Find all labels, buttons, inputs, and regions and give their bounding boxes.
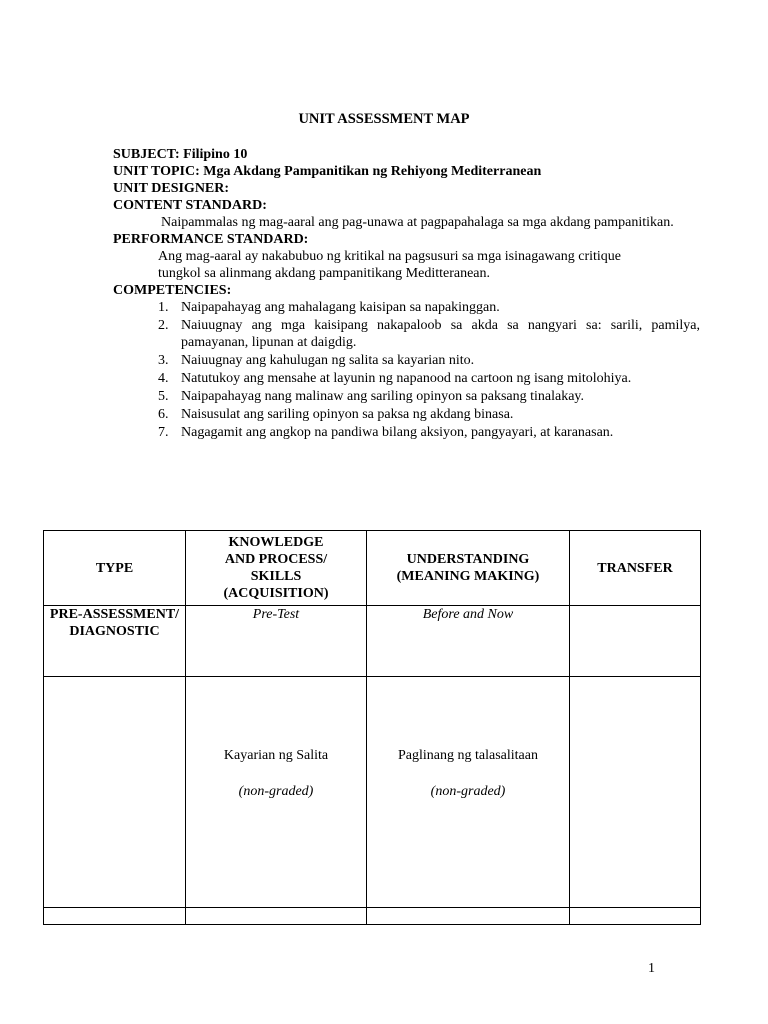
document-title: UNIT ASSESSMENT MAP (298, 111, 470, 127)
row2-knowledge-cell (186, 677, 367, 908)
competency-item: 5. Naipapahayag nang malinaw ang sariling opinyon sa paksang tinalakay. (158, 389, 585, 404)
unit-designer-line: UNIT DESIGNER: (113, 181, 230, 196)
assessment-map-table (43, 530, 701, 925)
competency-item: 2. Naiuugnay ang mga kaisipang nakapaloob sa akda sa nangyari sa: sarili, pamilya, pamayanan, lipunan at daigdig. (158, 318, 700, 350)
understanding-activity-title: Paglinang ng talasalitaan (398, 748, 538, 763)
competencies-list (158, 299, 700, 441)
table-cell (186, 908, 367, 925)
competency-item: 6. Naisusulat ang sariling opinyon sa paksa ng akdang binasa. (158, 407, 514, 422)
pre-test-cell: Pre-Test (186, 606, 367, 677)
competency-item: 1. Naipapahayag ang mahalagang kaisipan sa napakinggan. (158, 300, 500, 315)
competency-item: 3. Naiuugnay ang kahulugan ng salita sa kayarian nito. (158, 353, 475, 368)
performance-standard-text: Ang mag-aaral ay nakabubuo ng kritikal na pagsusuri sa mga isinagawang critique tungkol sa alinmang akdang pampanitikang Meditteranean. (158, 249, 622, 281)
performance-standard-label: PERFORMANCE STANDARD: (113, 232, 309, 247)
knowledge-activity-title: Kayarian ng Salita (223, 748, 329, 763)
pre-transfer-cell (570, 606, 701, 677)
subject-line: SUBJECT: Filipino 10 (113, 147, 248, 162)
table-header-row (44, 531, 701, 606)
unit-topic-line: UNIT TOPIC: Mga Akdang Pampanitikan ng Rehiyong Mediterranean (113, 164, 542, 179)
unit-header (113, 146, 733, 442)
before-and-now-cell: Before and Now (367, 606, 570, 677)
knowledge-activity-note: (non-graded) (238, 784, 314, 799)
competencies-label: COMPETENCIES: (113, 283, 232, 298)
header-knowledge: KNOWLEDGE AND PROCESS/ SKILLS (ACQUISITION) (186, 531, 367, 606)
table-row (44, 677, 701, 908)
table-cell (570, 908, 701, 925)
table-row (44, 908, 701, 925)
header-transfer: TRANSFER (570, 531, 701, 606)
row2-understanding-cell (367, 677, 570, 908)
page-number: 1 (648, 961, 655, 976)
content-standard-label: CONTENT STANDARD: (113, 198, 267, 213)
content-standard-text: Naipammalas ng mag-aaral ang pag-unawa at pagpapahalaga sa mga akdang pampanitikan. (161, 215, 674, 230)
row2-type-cell (44, 677, 186, 908)
table-row (44, 606, 701, 677)
competency-item: 4. Natutukoy ang mensahe at layunin ng napanood na cartoon ng isang mitolohiya. (158, 371, 632, 386)
header-understanding: UNDERSTANDING (MEANING MAKING) (367, 531, 570, 606)
table-cell (44, 908, 186, 925)
header-type: TYPE (44, 531, 186, 606)
competency-item: 7. Nagagamit ang angkop na pandiwa bilang aksiyon, pangyayari, at karanasan. (158, 425, 614, 440)
table-cell (367, 908, 570, 925)
row2-transfer-cell (570, 677, 701, 908)
understanding-activity-note: (non-graded) (430, 784, 506, 799)
pre-assessment-type-cell: PRE-ASSESSMENT/ DIAGNOSTIC (44, 606, 186, 677)
